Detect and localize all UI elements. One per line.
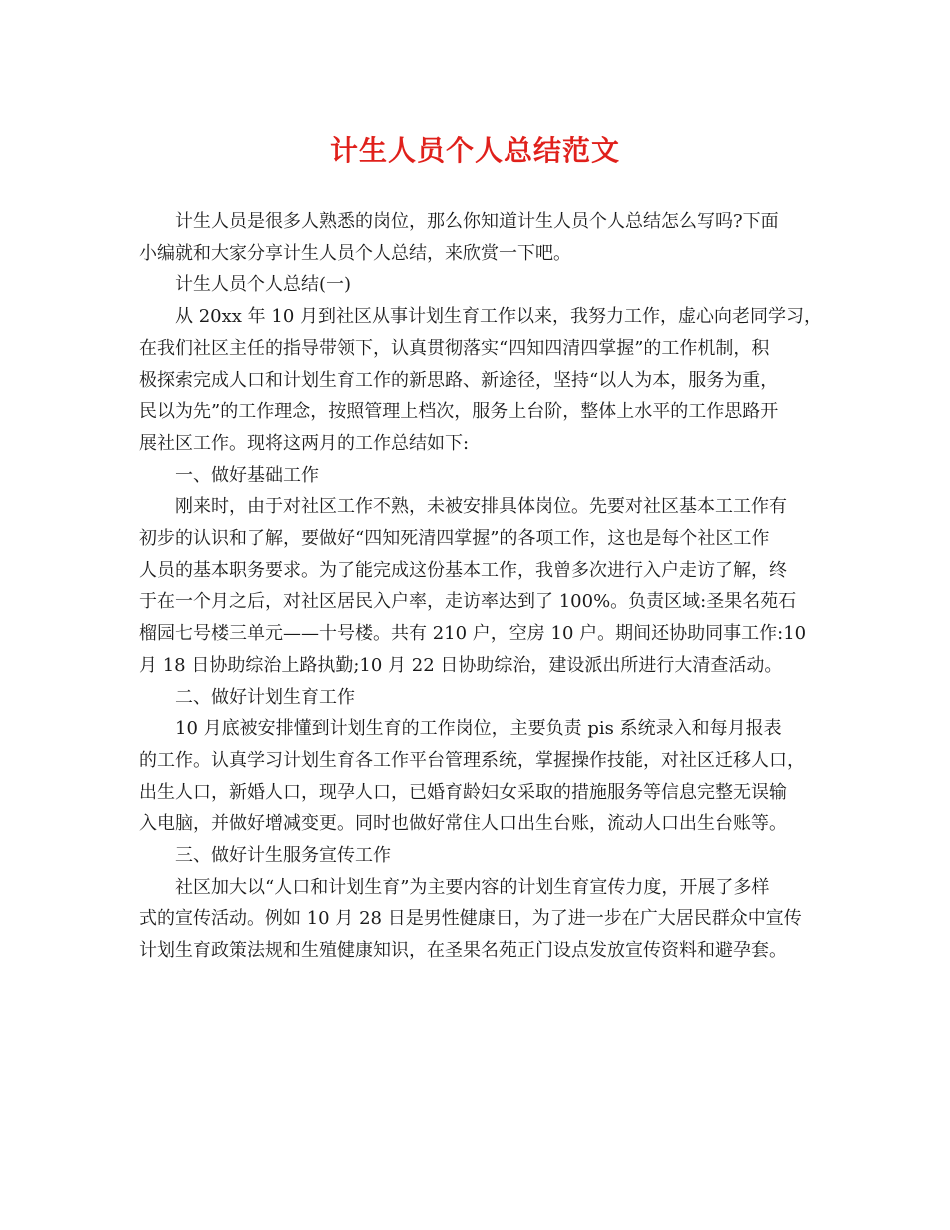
text-line: 刚来时，由于对社区工作不熟，未被安排具体岗位。先要对社区基本工工作有 — [175, 496, 787, 518]
text-line: 初步的认识和了解，要做好“四知死清四掌握”的各项工作，这也是每个社区工作 — [139, 528, 770, 550]
section-heading — [139, 682, 839, 714]
text-line: 入电脑，并做好增减变更。同时也做好常住人口出生台账，流动人口出生台账等。 — [139, 813, 787, 835]
text-line: 在我们社区主任的指导带领下，认真贯彻落实“四知四清四掌握”的工作机制，积 — [139, 337, 770, 359]
text-line: 展社区工作。现将这两月的工作总结如下: — [139, 432, 470, 454]
section-heading — [139, 269, 839, 301]
document-title: 计生人员个人总结范文 — [329, 134, 620, 167]
text-line: 从 20xx 年 10 月到社区从事计划生育工作以来，我努力工作，虚心向老同学习， — [175, 306, 822, 328]
text-line: 人员的基本职务要求。为了能完成这份基本工作，我曾多次进行入户走访了解，终 — [139, 559, 787, 581]
paragraph — [139, 491, 839, 681]
section-heading — [139, 460, 839, 492]
text-line: 榴园七号楼三单元——十号楼。共有 210 户，空房 10 户。期间还协助同事工作:10 — [139, 623, 807, 645]
section-heading — [139, 840, 839, 872]
text-line: 计生人员是很多人熟悉的岗位，那么你知道计生人员个人总结怎么写吗?下面 — [175, 211, 779, 232]
text-line: 出生人口，新婚人口，现孕人口，已婚育龄妇女采取的措施服务等信息完整无误输 — [139, 781, 787, 803]
text-line: 民以为先”的工作理念，按照管理上档次，服务上台阶，整体上水平的工作思路开 — [139, 401, 779, 423]
text-line: 的工作。认真学习计划生育各工作平台管理系统，掌握操作技能，对社区迁移人口， — [139, 749, 805, 771]
paragraph — [139, 713, 839, 840]
text-line: 式的宣传活动。例如 10 月 28 日是男性健康日，为了进一步在广大居民群众中宣传 — [139, 908, 802, 930]
document-body — [139, 206, 839, 967]
text-line: 二、做好计划生育工作 — [175, 686, 355, 708]
paragraph — [139, 206, 839, 269]
text-line: 三、做好计生服务宣传工作 — [175, 845, 391, 867]
text-line: 于在一个月之后，对社区居民入户率，走访率达到了 100%。负责区域:圣果名苑石 — [139, 591, 797, 613]
text-line: 10 月底被安排懂到计划生育的工作岗位，主要负责 pis 系统录入和每月报表 — [175, 718, 782, 740]
text-line: 计生人员个人总结(一) — [175, 274, 352, 296]
paragraph — [139, 872, 839, 967]
text-line: 小编就和大家分享计生人员个人总结，来欣赏一下吧。 — [139, 242, 571, 264]
text-line: 月 18 日协助综治上路执勤;10 月 22 日协助综治，建设派出所进行大清查活动。 — [139, 654, 783, 676]
text-line: 一、做好基础工作 — [175, 464, 319, 486]
text-line: 计划生育政策法规和生殖健康知识，在圣果名苑正门设点发放宣传资料和避孕套。 — [139, 940, 787, 962]
text-line: 社区加大以“人口和计划生育”为主要内容的计划生育宣传力度，开展了多样 — [175, 876, 770, 898]
text-line: 极探索完成人口和计划生育工作的新思路、新途径，坚持“以人为本，服务为重， — [139, 369, 779, 391]
paragraph — [139, 301, 839, 460]
